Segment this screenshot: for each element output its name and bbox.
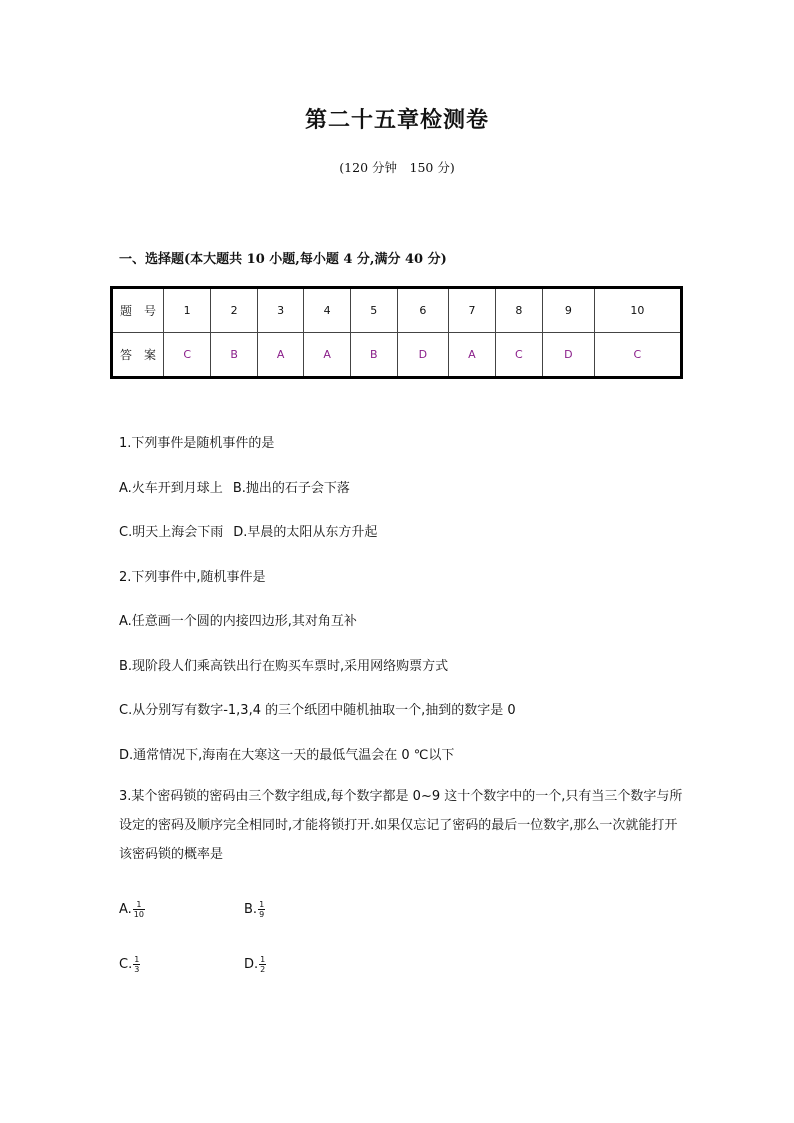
fraction-denominator: 10 xyxy=(133,910,144,919)
option-label: A. xyxy=(119,902,132,917)
fraction-numerator: 1 xyxy=(134,955,140,964)
fraction-denominator: 9 xyxy=(259,910,265,919)
question-1-options-line-1 xyxy=(119,477,350,496)
row-header-answer: 答 案 xyxy=(112,333,164,378)
answer-cell: C xyxy=(495,333,542,378)
question-3-option-a xyxy=(119,900,145,919)
row-header-number: 题 号 xyxy=(112,288,164,333)
answer-table-answer-row xyxy=(112,333,682,378)
question-number-cell: 6 xyxy=(397,288,449,333)
question-1-options-line-2 xyxy=(119,521,377,540)
question-2-stem: 2.下列事件中,随机事件是 xyxy=(119,570,266,585)
answer-cell: C xyxy=(164,333,211,378)
fraction-denominator: 3 xyxy=(134,965,140,974)
answer-cell: C xyxy=(594,333,681,378)
answer-table xyxy=(110,286,683,379)
fraction-numerator: 1 xyxy=(133,900,145,910)
question-2-option-a: A.任意画一个圆的内接四边形,其对角互补 xyxy=(119,614,357,629)
question-2-option-c: C.从分别写有数字-1,3,4 的三个纸团中随机抽取一个,抽到的数字是 0 xyxy=(119,703,516,718)
fraction xyxy=(133,955,140,974)
question-3-option-b xyxy=(244,900,265,919)
fraction-denominator: 2 xyxy=(260,965,266,974)
question-2-option-d: D.通常情况下,海南在大寒这一天的最低气温会在 0 ℃以下 xyxy=(119,748,455,763)
answer-cell: D xyxy=(397,333,449,378)
question-number-cell: 7 xyxy=(449,288,496,333)
answer-cell: B xyxy=(211,333,258,378)
question-number-cell: 3 xyxy=(257,288,304,333)
question-1-option-a: A.火车开到月球上 xyxy=(119,481,223,496)
option-label: C. xyxy=(119,957,133,972)
question-3-option-c xyxy=(119,955,140,974)
question-1-option-c: C.明天上海会下雨 xyxy=(119,525,224,540)
question-number-cell: 2 xyxy=(211,288,258,333)
question-number-cell: 4 xyxy=(304,288,351,333)
exam-duration-score: (120 分钟 150 分) xyxy=(339,160,455,175)
answer-table-number-row xyxy=(112,288,682,333)
answer-cell: A xyxy=(304,333,351,378)
fraction xyxy=(258,900,265,919)
section-heading: 一、选择题(本大题共 10 小题,每小题 4 分,满分 40 分) xyxy=(119,252,447,267)
question-number-cell: 1 xyxy=(164,288,211,333)
fraction xyxy=(259,955,266,974)
question-number-cell: 8 xyxy=(495,288,542,333)
fraction xyxy=(133,900,145,919)
fraction-numerator: 1 xyxy=(260,955,266,964)
question-3-option-d xyxy=(244,955,266,974)
answer-cell: B xyxy=(350,333,397,378)
question-1-option-d: D.早晨的太阳从东方升起 xyxy=(233,525,378,540)
question-1-stem: 1.下列事件是随机事件的是 xyxy=(119,436,275,451)
question-number-cell: 9 xyxy=(543,288,595,333)
answer-cell: A xyxy=(257,333,304,378)
question-3-stem: 3.某个密码锁的密码由三个数字组成,每个数字都是 0~9 这十个数字中的一个,只有当三个数字与所设定的密码及顺序完全相同时,才能将锁打开.如果仅忘记了密码的最后一位数字,那么一次就能打开该密码锁的概率是 xyxy=(119,789,683,862)
option-label: B. xyxy=(244,902,258,917)
answer-cell: D xyxy=(543,333,595,378)
answer-cell: A xyxy=(449,333,496,378)
question-1-option-b: B.抛出的石子会下落 xyxy=(232,481,350,496)
page-title: 第二十五章检测卷 xyxy=(304,107,489,133)
question-number-cell: 5 xyxy=(350,288,397,333)
question-number-cell: 10 xyxy=(594,288,681,333)
fraction-numerator: 1 xyxy=(259,900,265,909)
option-label: D. xyxy=(244,957,259,972)
question-2-option-b: B.现阶段人们乘高铁出行在购买车票时,采用网络购票方式 xyxy=(119,659,449,674)
